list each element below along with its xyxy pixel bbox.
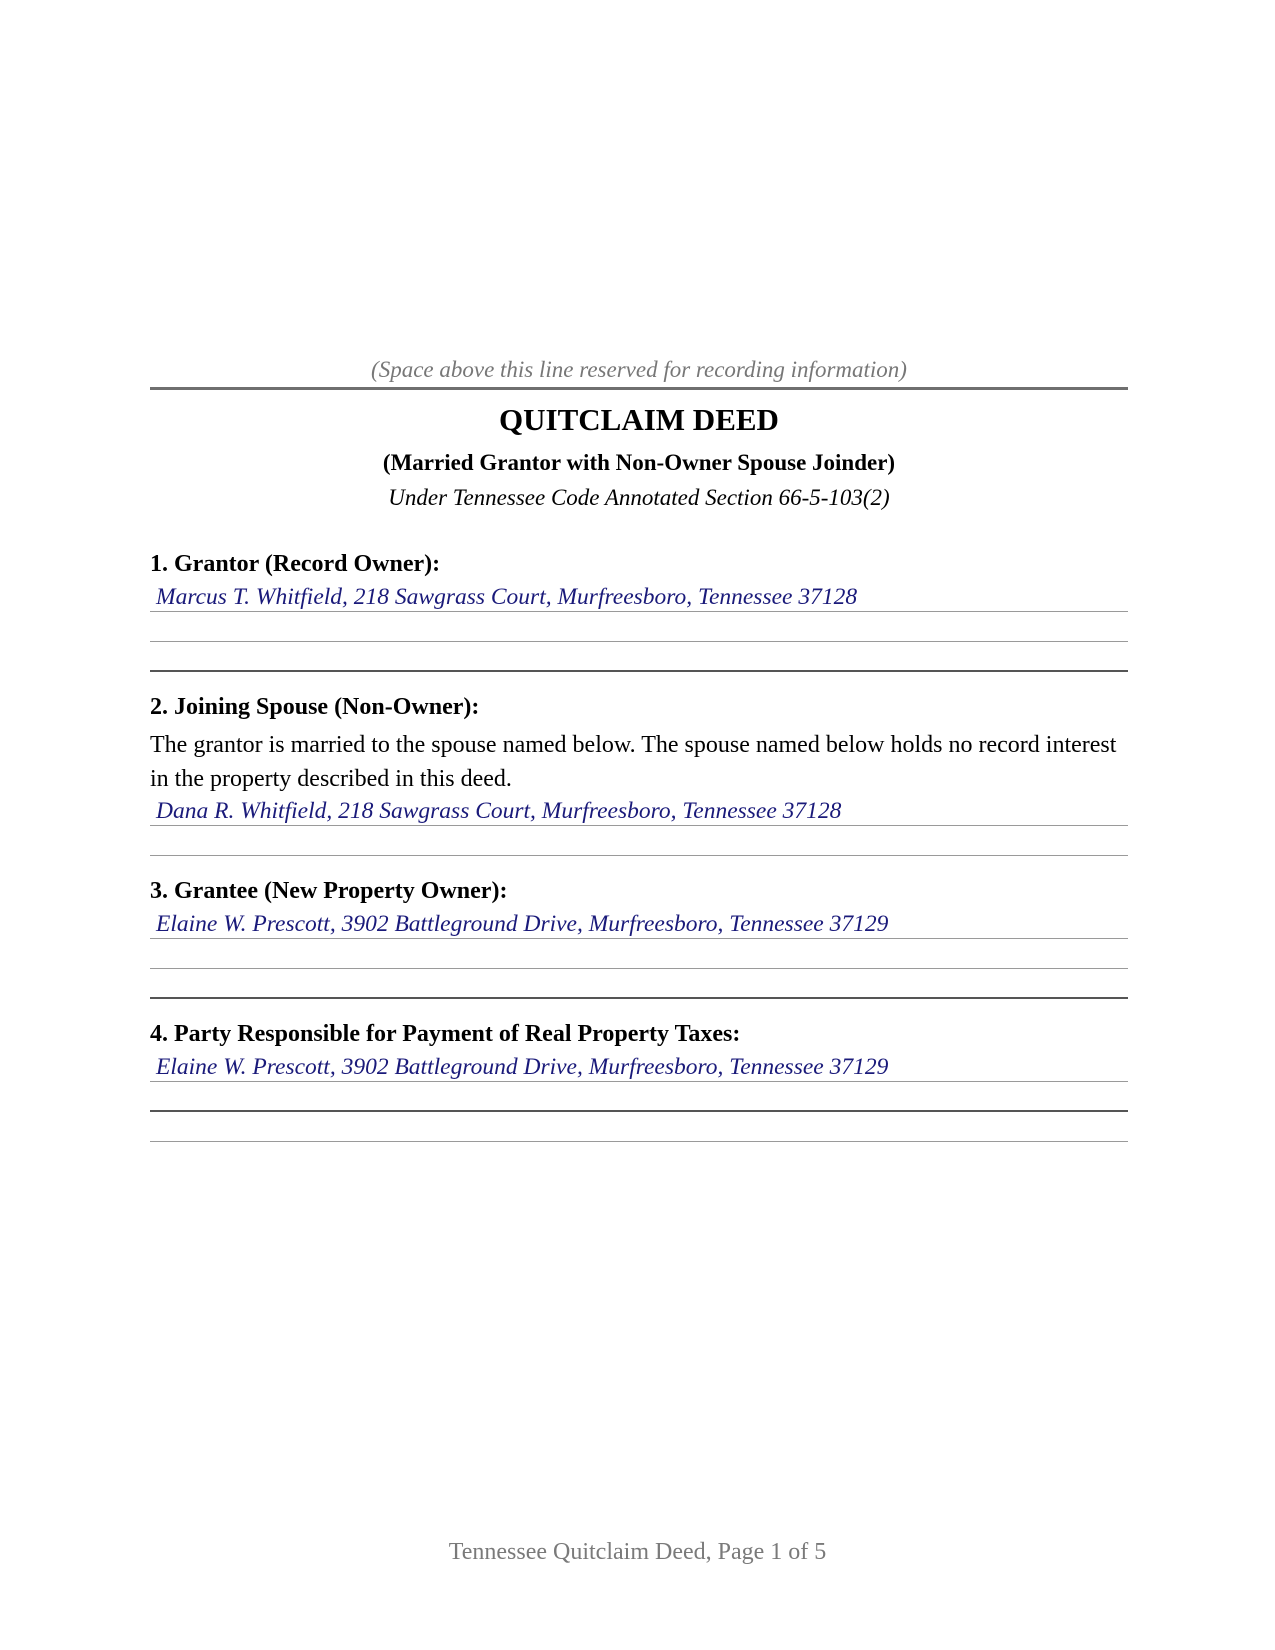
grantee-blank-line[interactable] — [150, 939, 1128, 969]
deed-content — [150, 355, 1128, 1142]
spouse-section — [150, 692, 1128, 856]
recording-divider — [150, 387, 1128, 390]
tax-party-blank-line[interactable] — [150, 1082, 1128, 1112]
grantor-blank-line[interactable] — [150, 612, 1128, 642]
recording-reserved-note: (Space above this line reserved for recording information) — [371, 357, 907, 382]
grantee-field[interactable]: Elaine W. Prescott, 3902 Battleground Drive, Murfreesboro, Tennessee 37129 — [150, 909, 1128, 939]
page-footer: Tennessee Quitclaim Deed, Page 1 of 5 — [448, 1539, 827, 1565]
spouse-field[interactable]: Dana R. Whitfield, 218 Sawgrass Court, Murfreesboro, Tennessee 37128 — [150, 796, 1128, 826]
spouse-statement: The grantor is married to the spouse named below. The spouse named below holds no record interest in the property described in this deed. — [150, 732, 1117, 792]
spouse-heading: 2. Joining Spouse (Non-Owner): — [150, 694, 480, 720]
spouse-blank-line[interactable] — [150, 826, 1128, 856]
grantee-blank-line[interactable] — [150, 969, 1128, 999]
document-title: QUITCLAIM DEED — [499, 402, 779, 437]
statute-reference: Under Tennessee Code Annotated Section 66-5-103(2) — [388, 485, 890, 510]
tax-party-heading: 4. Party Responsible for Payment of Real Property Taxes: — [150, 1021, 741, 1047]
document-subtitle: (Married Grantor with Non-Owner Spouse Joinder) — [382, 450, 896, 475]
tax-party-section — [150, 1019, 1128, 1142]
grantee-section — [150, 876, 1128, 999]
tax-party-field[interactable]: Elaine W. Prescott, 3902 Battleground Drive, Murfreesboro, Tennessee 37129 — [150, 1052, 1128, 1082]
grantor-section — [150, 549, 1128, 672]
grantor-field[interactable]: Marcus T. Whitfield, 218 Sawgrass Court, Murfreesboro, Tennessee 37128 — [150, 582, 1128, 612]
tax-party-blank-line[interactable] — [150, 1112, 1128, 1142]
grantor-heading: 1. Grantor (Record Owner): — [150, 551, 441, 577]
grantor-blank-line[interactable] — [150, 642, 1128, 672]
grantee-heading: 3. Grantee (New Property Owner): — [150, 878, 508, 904]
